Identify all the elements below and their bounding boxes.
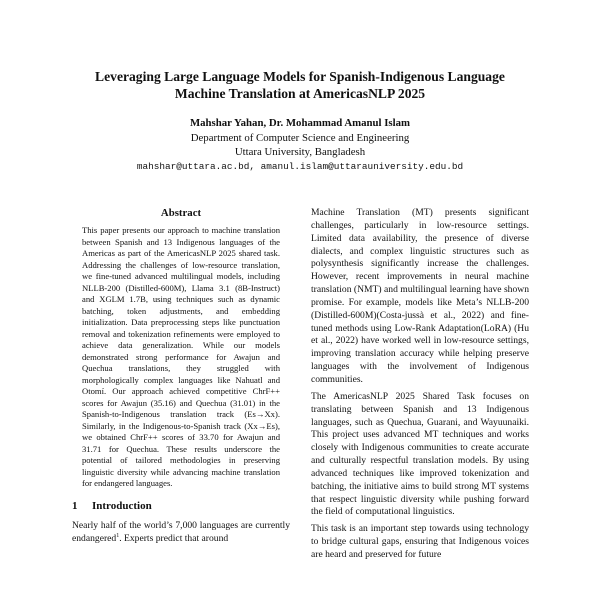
title-line-1: Leveraging Large Language Models for Spanish-Indigenous Language bbox=[95, 69, 505, 84]
body-paragraph-1: Machine Translation (MT) presents significant challenges, particularly in low-resource settings. Limited data availability, the presence of diverse dialects, and complex linguistic structures such as polysynthesis significantly increase the challenges. However, recent improvements in neural machine translation (NMT) and multilingual learning have shown promise. For example, models like Meta’s NLLB-200 (Distilled-600M)(Costa-jussà et al., 2022) and fine-tuned methods using Low-Rank Adaptation(LoRA) (Hu et al., 2022) have worked well in low-resource settings, improving translation accuracy while helping preserve languages with the involvement of Indigenous communities. bbox=[311, 207, 529, 385]
introduction-paragraph bbox=[72, 520, 290, 545]
right-column bbox=[311, 207, 529, 566]
title-line-2: Machine Translation at AmericasNLP 2025 bbox=[174, 86, 426, 101]
author-department: Department of Computer Science and Engineering bbox=[190, 131, 410, 144]
author-emails: mahshar@uttara.ac.bd, amanul.islam@uttarauniversity.edu.bd bbox=[136, 160, 464, 172]
body-paragraph-3: This task is an important step towards using technology to bridge cultural gaps, ensuring that Indigenous voices are heard and preserved for future bbox=[311, 523, 529, 560]
intro-text-end: . Experts predict that around bbox=[119, 533, 229, 544]
body-paragraph-2: The AmericasNLP 2025 Shared Task focuses on translating between Spanish and 13 Indigenous languages, such as Quechua, Guarani, and Wayuunaiki. This project uses advanced MT techniques and works closely with Indigenous communities to create accurate and culturally respectful translation models. By using advanced techniques like improved tokenization and batching, the initiative aims to build strong MT systems that respect linguistic diversity while pushing forward the field of computational linguistics. bbox=[311, 390, 529, 518]
paper-title bbox=[60, 68, 540, 102]
footnote-marker[interactable]: 1 bbox=[116, 532, 120, 539]
section-number: 1 bbox=[72, 499, 78, 512]
left-column bbox=[72, 207, 290, 546]
intro-text-start: Nearly half of the world’s 7,000 languages are currently endangered bbox=[72, 520, 290, 544]
introduction-heading bbox=[72, 500, 290, 512]
author-block bbox=[100, 116, 500, 174]
abstract-heading: Abstract bbox=[160, 207, 202, 219]
abstract-text: This paper presents our approach to machine translation between Spanish and 13 Indigenous languages of the Americas as part of the AmericasNLP 2025 shared task. Addressing the challenges of low-resource translation, we fine-tuned advanced multilingual models, including NLLB-200 (Distilled-600M), Llama 3.1 (8B-Instruct) and XGLM 1.7B, using techniques such as dynamic batching, token adjustments, and embedding initialization. Data preprocessing steps like punctuation removal and tokenization refinements were employed to achieve data generalization. While our models demonstrated strong performance for Awajun and Quechua translations, they struggled with morphologically complex languages like Nahuatl and Otomí. Our approach achieved competitive ChrF++ scores for Awajun (35.16) and Quechua (31.01) in the Spanish-to-Indigenous translation track (Es→Xx). Similarly, in the Indigenous-to-Spanish track (Xx→Es), we obtained ChrF++ scores of 33.70 for Awajun and 31.71 for Quechua. These results underscore the potential of tailored methodologies in preserving linguistic diversity while advancing machine translation for endangered languages. bbox=[82, 225, 280, 489]
author-names: Mahshar Yahan, Dr. Mohammad Amanul Islam bbox=[189, 117, 411, 129]
section-title: Introduction bbox=[92, 499, 152, 512]
author-university: Uttara University, Bangladesh bbox=[234, 146, 366, 158]
